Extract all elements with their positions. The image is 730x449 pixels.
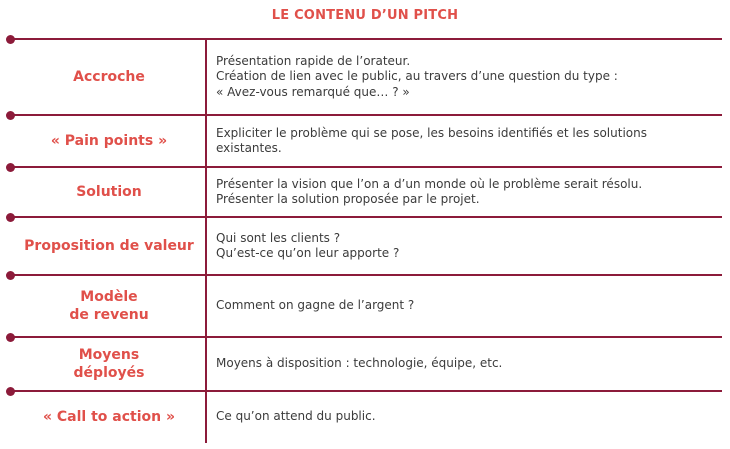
row-description-line: Création de lien avec le public, au travers d’une question du type : [216,69,618,84]
row-description-line: Qui sont les clients ? [216,230,341,245]
row-description [216,276,716,336]
row-label-line: déployés [73,365,145,381]
row-description [216,218,716,274]
row-description [216,338,716,390]
row-description-line: Comment on gagne de l’argent ? [216,298,415,313]
row-label [14,168,204,216]
row-description [216,168,716,216]
row-description-line: existantes. [216,141,282,155]
row-label [14,392,204,442]
column-divider [205,38,207,443]
row-label [14,116,204,166]
row-description [216,392,716,442]
row-label [14,276,204,336]
row-label-line: Accroche [73,69,145,85]
row-description-line: Présenter la solution proposée par le projet. [216,192,480,206]
row-description-line: Présentation rapide de l’orateur. [216,53,411,68]
row-label-line: « Pain points » [50,133,168,149]
row-label-line: Solution [76,184,142,200]
row-label [14,338,204,390]
row-label-line: Modèle [80,289,138,305]
row-description-line: Qu’est-ce qu’on leur apporte ? [216,246,400,260]
row-label-line: Moyens [78,347,140,363]
row-label-line: de revenu [69,307,149,323]
row-description-line: Moyens à disposition : technologie, équipe, etc. [216,356,503,371]
row-description-line: Ce qu’on attend du public. [216,409,376,424]
row-label-line: « Call to action » [42,409,176,425]
row-description [216,116,716,166]
row-description-line: « Avez-vous remarqué que… ? » [216,84,410,99]
row-description [216,40,716,114]
row-label-line: Proposition de valeur [24,238,194,254]
row-label [14,218,204,274]
row-description-line: Expliciter le problème qui se pose, les besoins identifiés et les solutions [216,125,647,140]
row-label [14,40,204,114]
page-title: LE CONTENU D’UN PITCH [271,8,459,23]
row-description-line: Présenter la vision que l’on a d’un monde où le problème serait résolu. [216,176,643,191]
